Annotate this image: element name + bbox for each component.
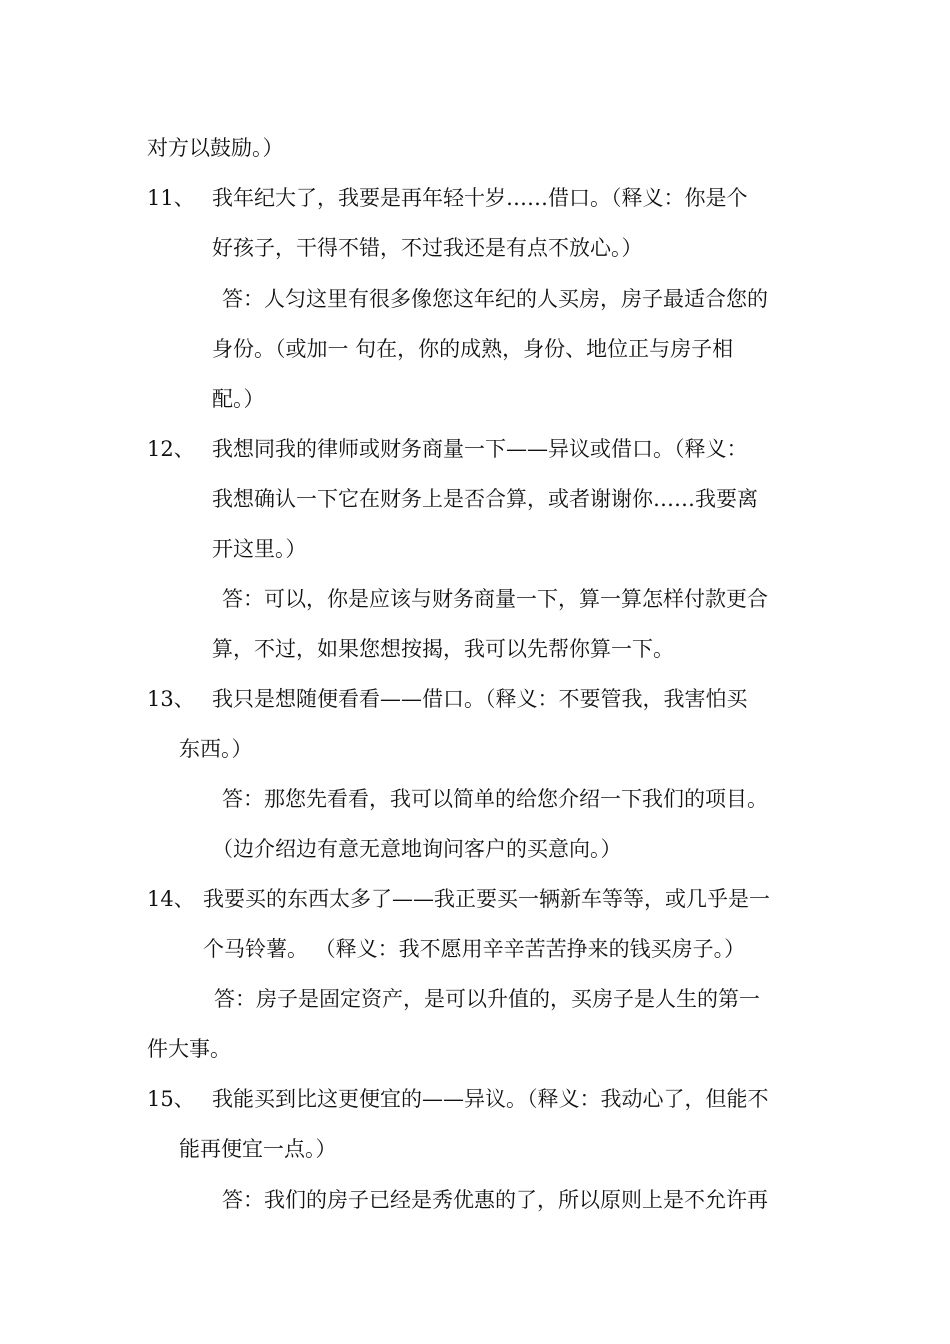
text-line: 我想同我的律师或财务商量一下——异议或借口。（释义： <box>212 437 748 461</box>
text-line: 我只是想随便看看——借口。（释义：不要管我，我害怕买 <box>212 687 748 711</box>
text-line: 我能买到比这更便宜的——异议。（释义：我动心了，但能不 <box>212 1087 769 1111</box>
text-line: 我想确认一下它在财务上是否合算，或者谢谢你……我要离 <box>212 487 758 511</box>
answer-line: 答：那您先看看，我可以简单的给您介绍一下我们的项目。 <box>222 787 768 811</box>
text-line: 我年纪大了，我要是再年轻十岁……借口。（释义：你是个 <box>212 186 748 210</box>
answer-line: 答：我们的房子已经是秀优惠的了，所以原则上是不允许再 <box>222 1188 768 1212</box>
answer-line: 答：人匀这里有很多像您这年纪的人买房，房子最适合您的 <box>222 287 768 311</box>
text-line: 东西。） <box>179 737 253 761</box>
text-line: 能再便宜一点。） <box>179 1137 337 1161</box>
text-line: 件大事。 <box>147 1037 231 1061</box>
item-number: 15、 <box>147 1087 195 1111</box>
text-line: 个马铃薯。 （释义：我不愿用辛辛苦苦挣来的钱买房子。） <box>203 937 746 961</box>
item-number: 14、 <box>147 887 195 911</box>
item-number: 13、 <box>147 687 195 711</box>
text-line: （边介绍边有意无意地询问客户的买意向。） <box>212 837 622 861</box>
answer-line: 答：可以，你是应该与财务商量一下，算一算怎样付款更合 <box>222 587 768 611</box>
text-line: 对方以鼓励。） <box>147 136 284 160</box>
item-number: 11、 <box>147 186 195 210</box>
text-line: 好孩子，干得不错，不过我还是有点不放心。） <box>212 236 643 260</box>
text-line: 开这里。） <box>212 537 307 561</box>
text-line: 身份。（或加一 句在，你的成熟，身份、地位正与房子相 <box>212 337 734 361</box>
answer-line: 答：房子是固定资产，是可以升值的，买房子是人生的第一 <box>214 987 760 1011</box>
text-line: 配。） <box>212 387 265 411</box>
text-line: 我要买的东西太多了——我正要买一辆新车等等，或几乎是一 <box>203 887 770 911</box>
item-number: 12、 <box>147 437 195 461</box>
text-line: 算，不过，如果您想按揭，我可以先帮你算一下。 <box>212 637 674 661</box>
